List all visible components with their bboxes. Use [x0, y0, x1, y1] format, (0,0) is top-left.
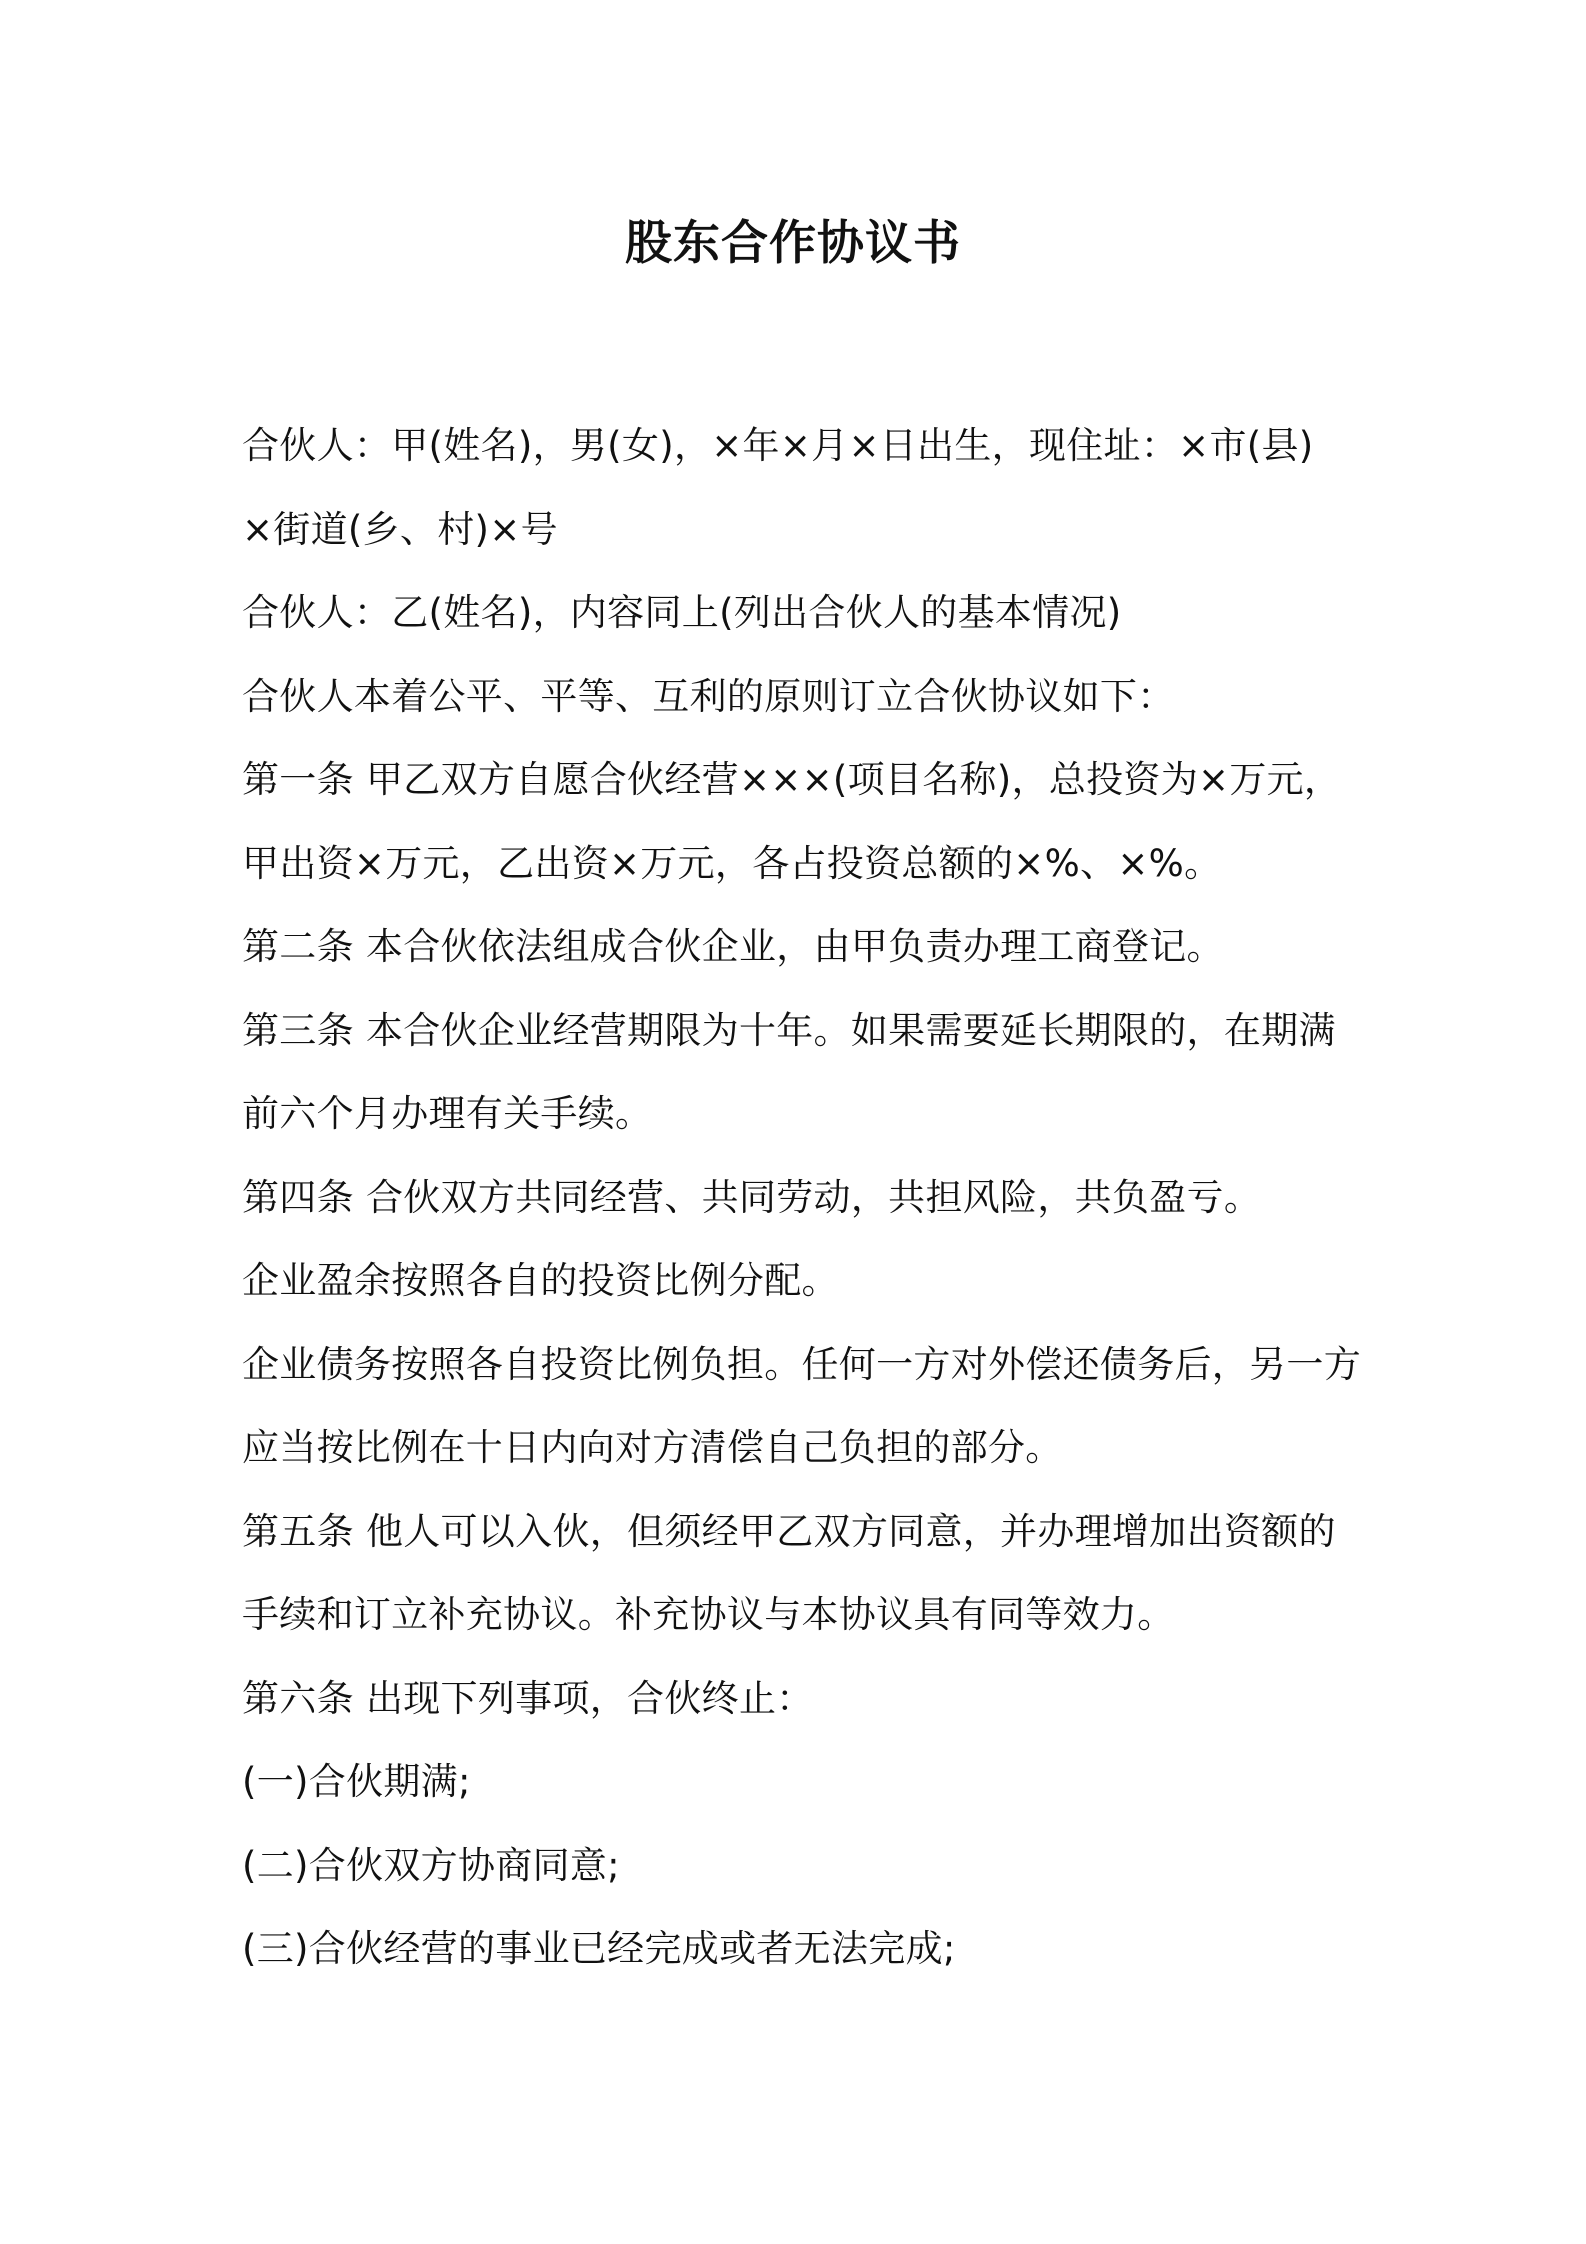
text-line: 企业债务按照各自投资比例负担。任何一方对外偿还债务后，另一方 [242, 1342, 1361, 1386]
text-line: 第三条 本合伙企业经营期限为十年。如果需要延长期限的，在期满 [242, 1008, 1336, 1052]
text-line: 企业盈余按照各自的投资比例分配。 [242, 1259, 839, 1302]
text-line: 应当按比例在十日内向对方清偿自己负担的部分。 [242, 1426, 1063, 1469]
text-line: ×街道(乡、村)×号 [242, 507, 558, 551]
document-title: 股东合作协议书 [625, 216, 961, 271]
text-line: 第四条 合伙双方共同经营、共同劳动，共担风险，共负盈亏。 [242, 1175, 1262, 1219]
text-line: (二)合伙双方协商同意; [242, 1843, 620, 1887]
text-line: 甲出资×万元，乙出资×万元，各占投资总额的×%、×%。 [242, 841, 1222, 885]
text-line: 第一条 甲乙双方自愿合伙经营×××(项目名称)，总投资为×万元， [242, 758, 1342, 801]
text-line: 前六个月办理有关手续。 [242, 1092, 653, 1135]
text-line: 第二条 本合伙依法组成合伙企业，由甲负责办理工商登记。 [242, 925, 1224, 968]
text-line: 第六条 出现下列事项，合伙终止： [242, 1676, 814, 1720]
text-line: (一)合伙期满; [242, 1760, 471, 1803]
text-line: 合伙人本着公平、平等、互利的原则订立合伙协议如下： [242, 674, 1175, 718]
document-body [242, 404, 1372, 1991]
text-line: 合伙人：乙(姓名)，内容同上(列出合伙人的基本情况) [242, 591, 1122, 634]
text-line: 合伙人：甲(姓名)，男(女)，×年×月×日出生，现住址：×市(县) [242, 424, 1314, 467]
text-line: 手续和订立补充协议。补充协议与本协议具有同等效力。 [242, 1593, 1175, 1636]
text-line: (三)合伙经营的事业已经完成或者无法完成; [242, 1927, 956, 1970]
text-line: 第五条 他人可以入伙，但须经甲乙双方同意，并办理增加出资额的 [242, 1509, 1336, 1553]
